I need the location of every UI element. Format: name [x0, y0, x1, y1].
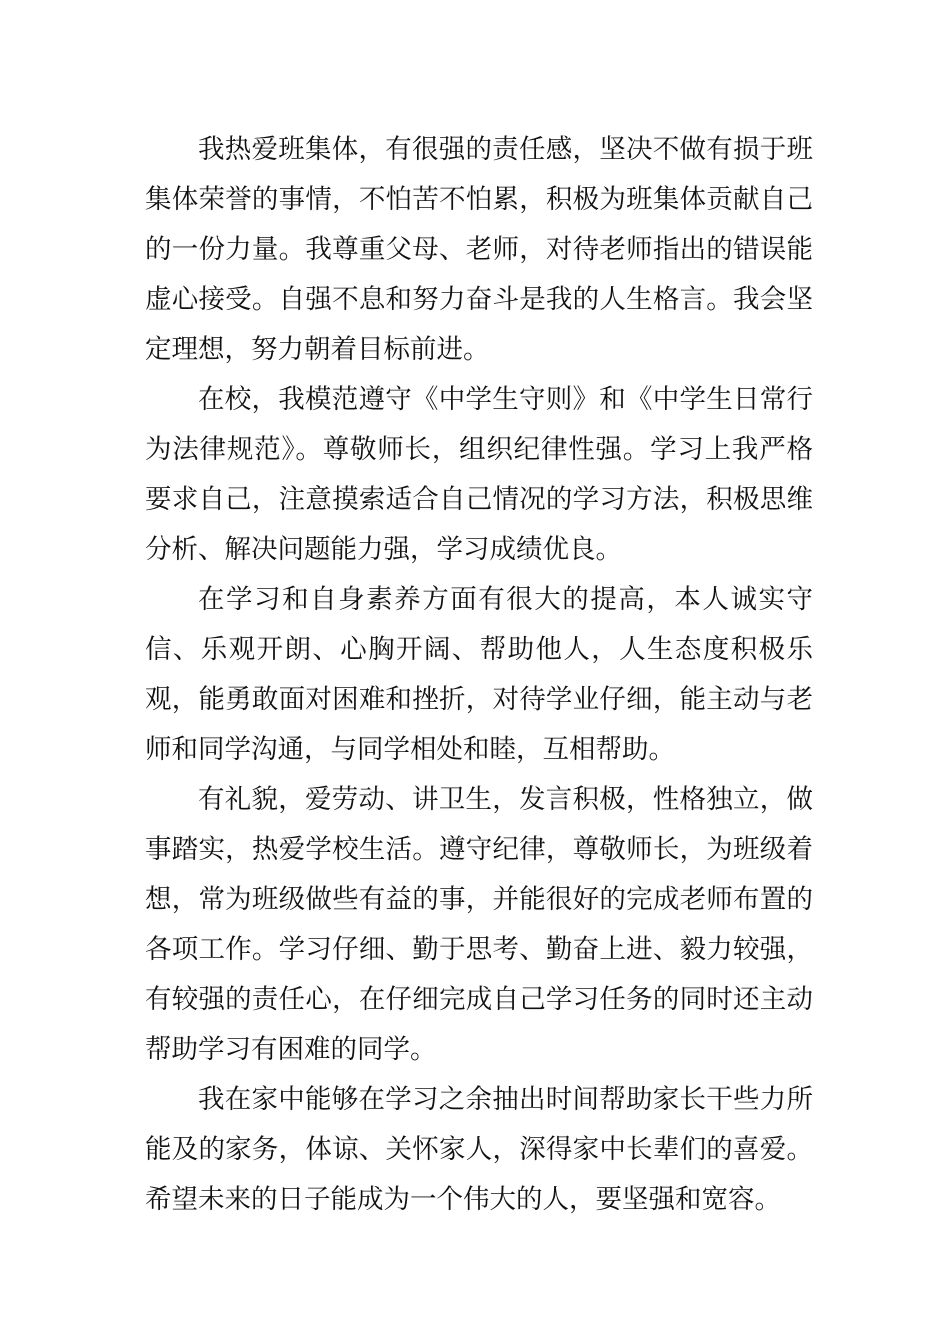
paragraph-family-hopes: 我在家中能够在学习之余抽出时间帮助家长干些力所能及的家务，体谅、关怀家人，深得家中长辈们的喜爱。希望未来的日子能成为一个伟大的人，要坚强和宽容。 — [145, 1084, 813, 1215]
paragraph-personal-qualities: 在学习和自身素养方面有很大的提高，本人诚实守信、乐观开朗、心胸开阔、帮助他人，人生态度积极乐观，能勇敢面对困难和挫折，对待学业仔细，能主动与老师和同学沟通，与同学相处和睦，互相帮助。 — [145, 584, 813, 765]
paragraph-behavior-work: 有礼貌，爱劳动、讲卫生，发言积极，性格独立，做事踏实，热爱学校生活。遵守纪律，尊敬师长，为班级着想，常为班级做些有益的事，并能很好的完成老师布置的各项工作。学习仔细、勤于思考、勤奋上进、毅力较强，有较强的责任心，在仔细完成自己学习任务的同时还主动帮助学习有困难的同学。 — [145, 784, 813, 1065]
paragraph-school-conduct: 在校，我模范遵守《中学生守则》和《中学生日常行为法律规范》。尊敬师长，组织纪律性强。学习上我严格要求自己，注意摸索适合自己情况的学习方法，积极思维分析、解决问题能力强，学习成绩优良。 — [145, 384, 813, 565]
paragraph-class-collective: 我热爱班集体，有很强的责任感，坚决不做有损于班集体荣誉的事情，不怕苦不怕累，积极为班集体贡献自己的一份力量。我尊重父母、老师，对待老师指出的错误能虚心接受。自强不息和努力奋斗是我的人生格言。我会坚定理想，努力朝着目标前进。 — [145, 134, 813, 365]
document-body — [145, 125, 813, 1225]
